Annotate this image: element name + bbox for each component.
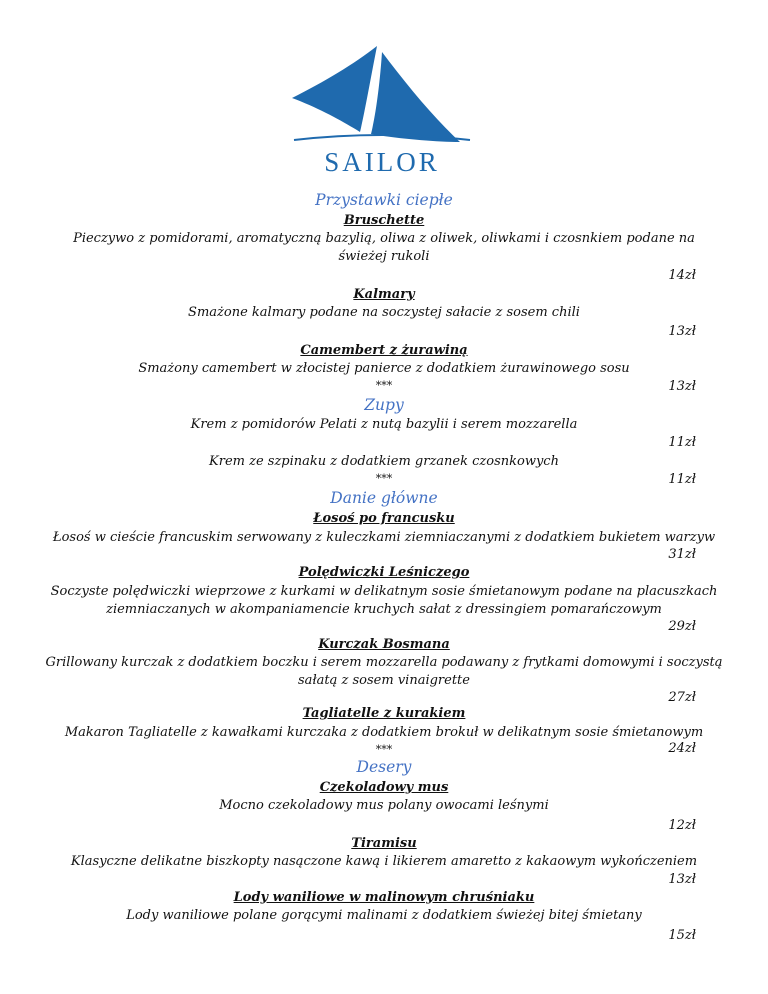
dish-price: 11zł xyxy=(668,472,696,487)
separator: *** xyxy=(375,472,393,485)
dish-price: 12zł xyxy=(668,818,696,833)
dish-description: Makaron Tagliatelle z kawałkami kurczaka z dodatkiem brokuł w delikatnym sosie śmietanowym xyxy=(64,725,704,740)
dish-description: Łosoś w cieście francuskim serwowany z kuleczkami ziemniaczanymi z dodatkiem bukietem warzyw xyxy=(52,530,716,545)
dish-price: 15zł xyxy=(668,928,696,943)
dish-description: Smażone kalmary podane na soczystej sałacie z sosem chili xyxy=(188,305,580,320)
dish-name: Kalmary xyxy=(353,287,415,302)
section-title-appetizers: Przystawki ciepłe xyxy=(315,191,453,209)
sailboat-icon xyxy=(284,42,480,176)
dish-price: 11zł xyxy=(668,435,696,450)
dish-description: Lody waniliowe polane gorącymi malinami z dodatkiem świeżej bitej śmietany xyxy=(126,908,642,923)
dish-name: Tiramisu xyxy=(351,836,417,851)
section-title-main-course: Danie główne xyxy=(330,489,438,507)
section-title-soups: Zupy xyxy=(364,396,404,414)
dish-description: sałatą z sosem vinaigrette xyxy=(298,673,470,688)
dish-price: 24zł xyxy=(668,741,696,756)
section-title-desserts: Desery xyxy=(356,758,412,776)
dish-description: Soczyste polędwiczki wieprzowe z kurkami w delikatnym sosie śmietanowym podane na placuszkach xyxy=(50,584,718,599)
dish-name: Kurczak Bosmana xyxy=(318,637,450,652)
dish-description: Pieczywo z pomidorami, aromatyczną bazylią, oliwa z oliwek, oliwkami i czosnkiem podane na xyxy=(73,231,695,246)
dish-description: świeżej rukoli xyxy=(338,249,430,264)
dish-name: Polędwiczki Leśniczego xyxy=(298,565,470,580)
dish-price: 31zł xyxy=(668,547,696,562)
dish-description: Mocno czekoladowy mus polany owocami leśnymi xyxy=(219,798,549,813)
dish-name: Camembert z żurawiną xyxy=(300,343,468,358)
dish-price: 13zł xyxy=(668,379,696,394)
sailor-logo xyxy=(284,42,480,176)
brand-name: SAILOR xyxy=(324,147,440,176)
dish-description: Klasyczne delikatne biszkopty nasączone kawą i likierem amaretto z kakaowym wykończeniem xyxy=(70,854,698,869)
separator: *** xyxy=(375,743,393,756)
dish-price: 13zł xyxy=(668,872,696,887)
dish-name: Bruschette xyxy=(343,213,425,228)
dish-description: Krem ze szpinaku z dodatkiem grzanek czosnkowych xyxy=(209,454,559,469)
dish-price: 13zł xyxy=(668,324,696,339)
dish-name: Łosoś po francusku xyxy=(313,511,455,526)
dish-name: Lody waniliowe w malinowym chruśniaku xyxy=(233,890,535,905)
dish-description: Krem z pomidorów Pelati z nutą bazylii i serem mozzarella xyxy=(190,417,578,432)
dish-price: 27zł xyxy=(668,690,696,705)
dish-name: Tagliatelle z kurakiem xyxy=(302,706,466,721)
separator: *** xyxy=(375,379,393,392)
dish-description: Smażony camembert w złocistej panierce z dodatkiem żurawinowego sosu xyxy=(138,361,630,376)
dish-description: Grillowany kurczak z dodatkiem boczku i serem mozzarella podawany z frytkami domowymi i soczystą xyxy=(45,655,723,670)
dish-price: 29zł xyxy=(668,619,696,634)
dish-description: ziemniaczanych w akompaniamencie kruchych sałat z dressingiem pomarańczowym xyxy=(106,602,662,617)
dish-price: 14zł xyxy=(668,268,696,283)
dish-name: Czekoladowy mus xyxy=(319,780,449,795)
